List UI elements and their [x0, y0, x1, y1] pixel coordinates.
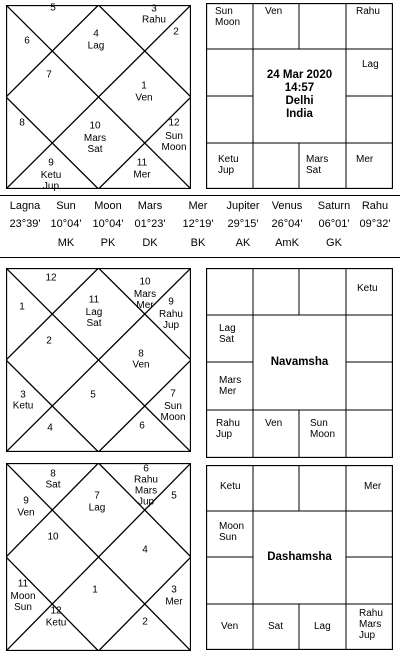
nav-h2-sign: 11 [88, 294, 100, 306]
table-karaka-sun: MK [57, 237, 75, 249]
das-h10-sign: 3 [171, 584, 177, 596]
rasi-h12-sign: 11 [136, 157, 148, 169]
table-header-venus: Venus [271, 200, 303, 212]
das-h8-planets: Moon Sun [10, 591, 36, 613]
das-h1-planets: Sat [45, 479, 61, 491]
rasi-h5-sign: 6 [24, 35, 30, 47]
das-h5-sign: 9 [23, 495, 29, 507]
table-degree-lagna: 23°39' [9, 218, 41, 230]
table-degree-sun: 10°04' [50, 218, 82, 230]
table-header-lagna: Lagna [9, 200, 41, 212]
das-cell-left-1: Moon Sun [219, 521, 245, 543]
das-h2-sign: 7 [94, 490, 100, 502]
table-header-mer: Mer [188, 200, 208, 212]
rasi-cell-top-1: Sun Moon [215, 6, 241, 28]
rasi-h2-planets: Lag [87, 40, 105, 52]
rasi-h9-planets: Mars Sat [83, 133, 107, 155]
nav-h4-planets: Rahu Jup [159, 309, 183, 331]
navamsha-title: Navamsha [270, 356, 329, 368]
rasi-cell-top-4: Rahu [356, 6, 380, 17]
nav-cell-bottom-2: Ven [265, 418, 283, 429]
rasi-north-chart [6, 2, 191, 192]
das-h3-sign: 6 [143, 463, 149, 475]
rasi-h12-planets: Mer [133, 169, 151, 181]
das-cell-bottom-4: Rahu Mars Jup [359, 608, 383, 641]
das-h3-planets: Rahu Mars Jup [134, 474, 158, 508]
rasi-h7-planets: Ven [135, 92, 153, 104]
birth-details: 24 Mar 2020 14:57 Delhi India [266, 69, 333, 120]
das-h5-planets: Ven [17, 507, 35, 519]
rasi-cell-bottom-4: Mer [356, 154, 374, 165]
das-cell-bottom-1: Ven [221, 621, 239, 632]
nav-h7-planets: Ven [132, 359, 150, 371]
rasi-h7-sign: 1 [141, 80, 147, 92]
rasi-h3-planets: Rahu [142, 14, 166, 26]
rasi-h10-sign: 12 [168, 117, 180, 129]
table-degree-moon: 10°04' [92, 218, 124, 230]
nav-cell-left-1: Lag Sat [219, 323, 236, 345]
rasi-h1-sign: 5 [50, 2, 56, 14]
das-cell-top-1: Ketu [220, 481, 241, 492]
das-cell-bottom-3: Lag [314, 621, 331, 632]
table-header-jupiter: Jupiter [226, 200, 260, 212]
das-h9-sign: 1 [92, 584, 98, 596]
nav-h2-planets: Lag Sat [85, 307, 103, 329]
nav-h6-sign: 2 [46, 335, 52, 347]
rasi-cell-right-1: Lag [362, 59, 379, 70]
table-karaka-mer: BK [190, 237, 206, 249]
table-degree-mer: 12°19' [182, 218, 214, 230]
nav-h3-planets: Mars Mer [133, 289, 157, 311]
table-degree-mars: 01°23' [134, 218, 166, 230]
nav-h3-sign: 10 [139, 276, 151, 288]
navamsha-north-chart [6, 268, 191, 452]
rasi-cell-bottom-1: Ketu Jup [218, 154, 239, 176]
rasi-h8-sign: 8 [19, 117, 25, 129]
rasi-h3-sign: 3 [151, 3, 157, 15]
rasi-h2-sign: 4 [93, 28, 99, 40]
rasi-h10-planets: Sun Moon [161, 131, 187, 153]
nav-cell-top-4: Ketu [357, 283, 378, 294]
table-header-moon: Moon [94, 200, 122, 212]
table-karaka-mars: DK [142, 237, 158, 249]
rasi-h4-sign: 2 [173, 26, 179, 38]
rasi-h6-sign: 7 [46, 69, 52, 81]
nav-cell-left-2: Mars Mer [219, 375, 242, 397]
nav-h8-planets: Ketu [12, 400, 34, 412]
nav-h12-sign: 6 [139, 420, 145, 432]
table-degree-jupiter: 29°15' [227, 218, 259, 230]
dashamsha-north-chart [6, 463, 191, 651]
table-bottom-rule [0, 257, 400, 258]
rasi-h11-planets: Ketu Jup [40, 170, 62, 192]
nav-h4-sign: 9 [168, 296, 174, 308]
nav-h8-sign: 3 [20, 389, 26, 401]
das-h12-sign: 2 [142, 616, 148, 628]
table-top-rule [0, 195, 400, 196]
table-degree-venus: 26°04' [271, 218, 303, 230]
nav-h5-sign: 1 [19, 301, 25, 313]
rasi-h11-sign: 9 [48, 157, 54, 169]
dashamsha-title: Dashamsha [267, 551, 332, 563]
das-h11-planets: Ketu [45, 617, 67, 629]
das-h8-sign: 11 [17, 578, 29, 590]
rasi-south-chart [206, 3, 393, 189]
table-karaka-moon: PK [100, 237, 116, 249]
table-karaka-saturn: GK [326, 237, 342, 249]
nav-h10-planets: Sun Moon [160, 401, 186, 423]
das-h4-sign: 5 [171, 490, 177, 502]
table-degree-rahu: 09°32' [359, 218, 391, 230]
das-h2-planets: Lag [88, 502, 106, 514]
table-header-mars: Mars [137, 200, 163, 212]
table-degree-saturn: 06°01' [318, 218, 350, 230]
das-h7-sign: 4 [142, 544, 148, 556]
das-h10-planets: Mer [165, 596, 183, 608]
nav-cell-bottom-3: Sun Moon [310, 418, 336, 440]
table-header-saturn: Saturn [317, 200, 351, 212]
nav-h11-sign: 4 [47, 422, 53, 434]
rasi-cell-top-2: Ven [265, 6, 283, 17]
das-cell-top-4: Mer [364, 481, 382, 492]
das-h1-sign: 8 [50, 468, 56, 480]
rasi-cell-bottom-3: Mars Sat [306, 154, 329, 176]
nav-h7-sign: 8 [138, 348, 144, 360]
table-karaka-jupiter: AK [235, 237, 251, 249]
nav-cell-bottom-1: Rahu Jup [216, 418, 240, 440]
dashamsha-south-chart [206, 465, 393, 650]
nav-h9-sign: 5 [90, 389, 96, 401]
table-header-sun: Sun [56, 200, 76, 212]
nav-h10-sign: 7 [170, 388, 176, 400]
table-karaka-venus: AmK [275, 237, 299, 249]
das-h6-sign: 10 [47, 531, 59, 543]
table-header-rahu: Rahu [361, 200, 389, 212]
rasi-h9-sign: 10 [89, 120, 101, 132]
navamsha-south-chart [206, 268, 393, 458]
das-h11-sign: 12 [50, 605, 62, 617]
nav-h1-sign: 12 [45, 272, 57, 284]
das-cell-bottom-2: Sat [268, 621, 284, 632]
